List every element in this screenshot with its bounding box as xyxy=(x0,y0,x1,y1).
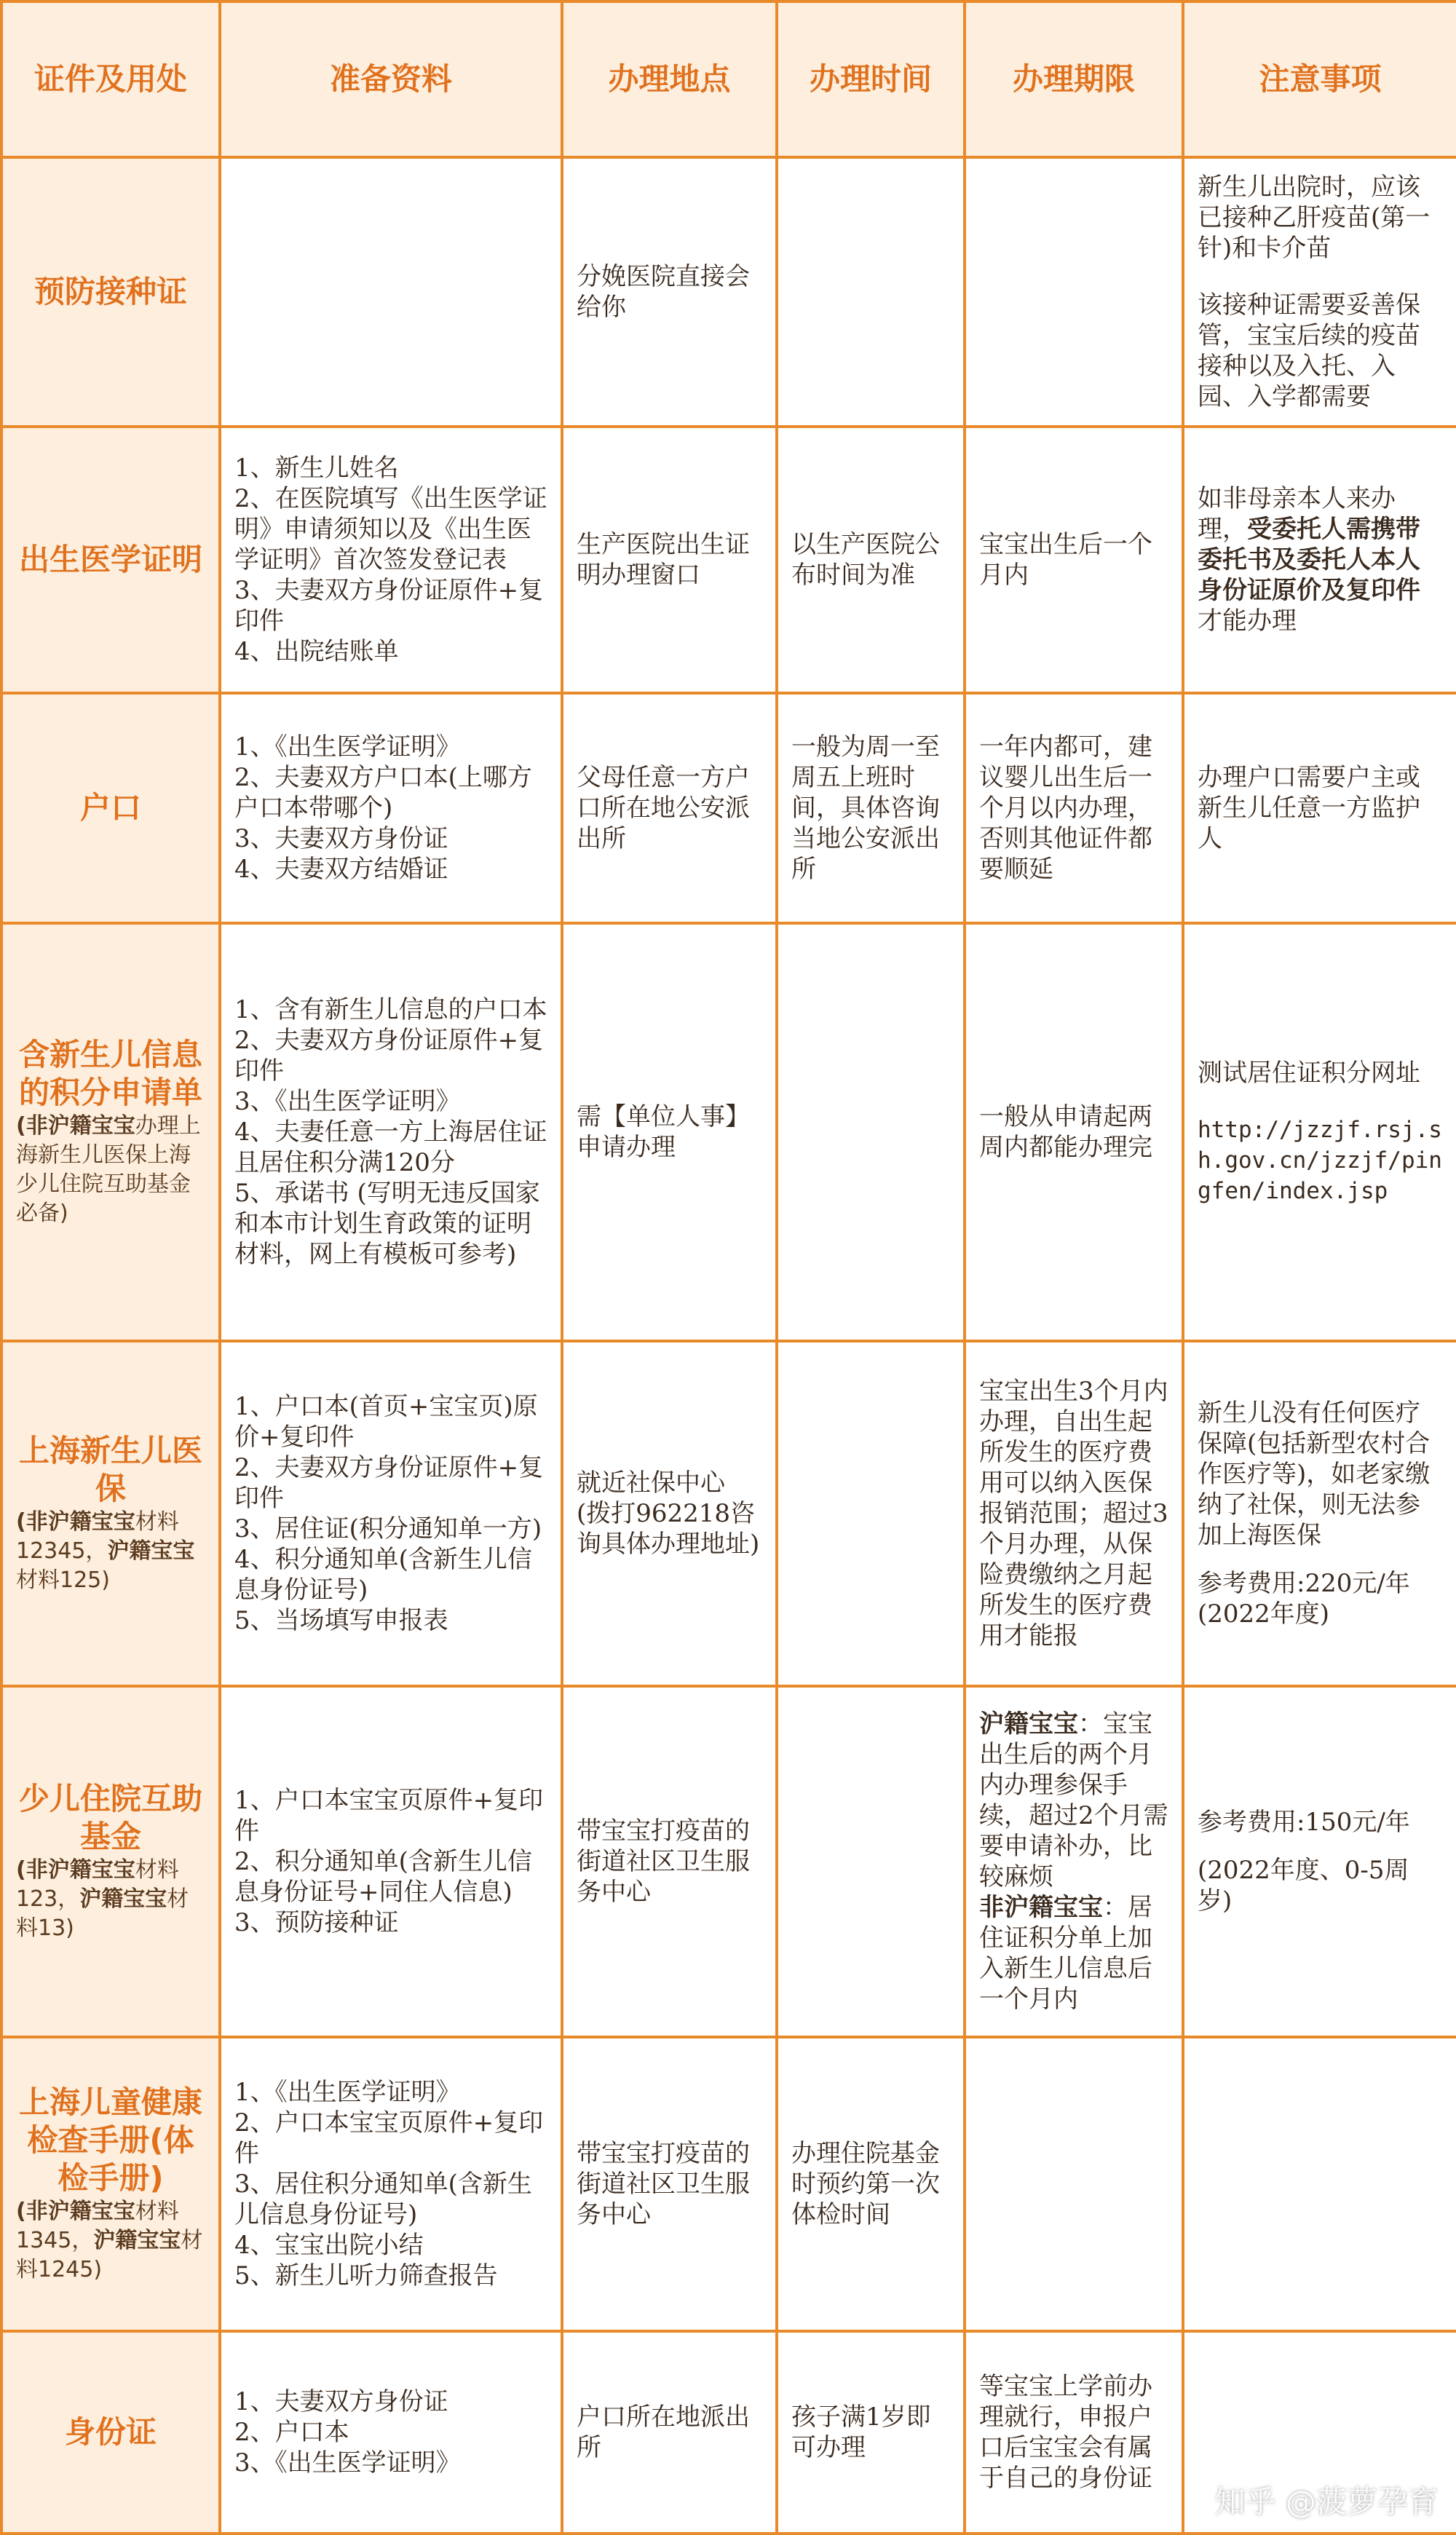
table-row xyxy=(1,2037,1456,2331)
material-line: 2、户口本 xyxy=(234,2418,349,2447)
deadline-cell: 一年内都可，建议婴儿出生后一个月以内办理，否则其他证件都要顺延 xyxy=(965,693,1183,923)
deadline-text: ：居住证积分单上加入新生儿信息后一个月内 xyxy=(979,1893,1152,2014)
sub-label-emphasis: 沪籍宝宝 xyxy=(107,1538,195,1564)
sub-label-text: 材料1245) xyxy=(16,2228,203,2282)
sub-label-text: 材料1345， xyxy=(16,2199,179,2253)
sub-label-emphasis: (非沪籍宝宝 xyxy=(16,2199,135,2224)
material-line: 3、《出生医学证明》 xyxy=(234,2448,461,2477)
row-sub-label xyxy=(16,1508,205,1595)
material-line: 3、居住证(积分通知单一方) xyxy=(234,1514,542,1543)
deadline-cell: 宝宝出生3个月内办理，自出生起所发生的医疗费用可以纳入医保报销范围；超过3个月办理，从保险费缴纳之月起所发生的医疗费用才能报 xyxy=(965,1341,1183,1686)
row-label xyxy=(1,157,220,427)
note-line: 办理户口需要户主或新生儿任意一方监护人 xyxy=(1198,763,1420,853)
header-cell: 办理地点 xyxy=(562,1,777,157)
material-line: 4、出院结账单 xyxy=(234,637,399,666)
material-line: 2、夫妻双方户口本(上哪方户口本带哪个) xyxy=(234,763,532,823)
material-line: 1、含有新生儿信息的户口本 xyxy=(234,995,547,1024)
deadline-emphasis: 非沪籍宝宝 xyxy=(979,1893,1103,1922)
material-line: 2、户口本宝宝页原件+复印件 xyxy=(234,2108,544,2168)
row-label-text: 预防接种证 xyxy=(33,274,187,309)
header-cell: 办理期限 xyxy=(965,1,1183,157)
deadline-cell: 一般从申请起两周内都能办理完 xyxy=(965,923,1183,1341)
note-line: 参考费用:220元/年(2022年度) xyxy=(1198,1569,1410,1629)
deadline-cell: 宝宝出生后一个月内 xyxy=(965,427,1183,693)
note-line: 新生儿没有任何医疗保障(包括新型农村合作医疗等)，如老家缴纳了社保，则无法参加上海医保 xyxy=(1198,1399,1431,1550)
place-cell: 就近社保中心 (拨打962218咨询具体办理地址) xyxy=(562,1341,777,1686)
material-line: 1、户口本(首页+宝宝页)原价+复印件 xyxy=(234,1392,538,1452)
place-cell: 生产医院出生证明办理窗口 xyxy=(562,427,777,693)
time-cell: 办理住院基金时预约第一次体检时间 xyxy=(777,2037,965,2331)
table-row xyxy=(1,1341,1456,1686)
deadline-cell xyxy=(965,1686,1183,2037)
row-sub-label xyxy=(16,1112,205,1228)
material-line: 1、新生儿姓名 xyxy=(234,454,399,483)
table-row xyxy=(1,157,1456,427)
time-cell xyxy=(777,1341,965,1686)
note-line: 参考费用:150元/年 xyxy=(1198,1808,1410,1837)
materials-cell xyxy=(220,693,562,923)
material-line: 2、夫妻双方身份证原件+复印件 xyxy=(234,1453,544,1513)
time-cell: 一般为周一至周五上班时间，具体咨询当地公安派出所 xyxy=(777,693,965,923)
material-line: 5、当场填写申报表 xyxy=(234,1606,448,1635)
sub-label-emphasis: 沪籍宝宝 xyxy=(79,1886,167,1912)
material-line: 3、夫妻双方身份证 xyxy=(234,824,448,853)
material-line: 2、夫妻双方身份证原件+复印件 xyxy=(234,1026,544,1085)
row-label xyxy=(1,2331,220,2534)
sub-label-emphasis: (非沪籍宝宝 xyxy=(16,1509,135,1535)
note-text: 如非母亲本人来办理， xyxy=(1198,484,1396,544)
sub-label-text: 材料125) xyxy=(16,1567,110,1593)
material-line: 3、夫妻双方身份证原件+复印件 xyxy=(234,576,544,636)
sub-label-text: 材料13) xyxy=(16,1886,189,1941)
place-cell: 带宝宝打疫苗的街道社区卫生服务中心 xyxy=(562,2037,777,2331)
time-cell xyxy=(777,157,965,427)
material-line: 3、预防接种证 xyxy=(234,1908,399,1937)
row-sub-label xyxy=(16,1856,205,1943)
row-label-text: 出生医学证明 xyxy=(18,542,202,577)
row-label xyxy=(1,427,220,693)
material-line: 4、积分通知单(含新生儿信息身份证号) xyxy=(234,1545,532,1605)
header-cell: 注意事项 xyxy=(1183,1,1456,157)
deadline-cell: 等宝宝上学前办理就行，申报户口后宝宝会有属于自己的身份证 xyxy=(965,2331,1183,2534)
table-row xyxy=(1,693,1456,923)
place-cell: 户口所在地派出所 xyxy=(562,2331,777,2534)
time-cell: 以生产医院公布时间为准 xyxy=(777,427,965,693)
material-line: 1、《出生医学证明》 xyxy=(234,732,461,762)
note-emphasis: 受委托人需携带 委托书及委托人本人身份证原价及复印件 xyxy=(1198,515,1420,605)
time-cell: 孩子满1岁即可办理 xyxy=(777,2331,965,2534)
place-cell: 带宝宝打疫苗的街道社区卫生服务中心 xyxy=(562,1686,777,2037)
material-line: 1、夫妻双方身份证 xyxy=(234,2387,448,2416)
notes-cell xyxy=(1183,2037,1456,2331)
deadline-cell xyxy=(965,157,1183,427)
material-line: 1、户口本宝宝页原件+复印件 xyxy=(234,1786,544,1846)
material-line: 1、《出生医学证明》 xyxy=(234,2078,461,2107)
row-sub-label xyxy=(16,2197,205,2285)
row-label-text: 少儿住院互助基金 xyxy=(18,1781,202,1854)
materials-cell xyxy=(220,1686,562,2037)
time-cell xyxy=(777,1686,965,2037)
header-cell: 证件及用处 xyxy=(1,1,220,157)
row-label xyxy=(1,693,220,923)
place-cell: 分娩医院直接会给你 xyxy=(562,157,777,427)
row-label xyxy=(1,1341,220,1686)
note-line: 新生儿出院时，应该已接种乙肝疫苗(第一针)和卡介苗 xyxy=(1198,173,1431,263)
sub-label-emphasis: (非沪籍宝宝 xyxy=(16,1857,135,1883)
material-line: 3、居住积分通知单(含新生儿信息身份证号) xyxy=(234,2170,532,2229)
materials-cell xyxy=(220,923,562,1341)
row-label-text: 户口 xyxy=(79,790,141,826)
material-line: 2、在医院填写《出生医学证明》申请须知以及《出生医学证明》首次签发登记表 xyxy=(234,484,547,574)
note-text: 才能办理 xyxy=(1198,606,1297,636)
material-line: 4、夫妻任意一方上海居住证且居住积分满120分 xyxy=(234,1118,547,1177)
sub-label-text: 材料123， xyxy=(16,1857,179,1912)
note-line: 测试居住证积分网址 xyxy=(1198,1059,1420,1088)
url-link[interactable]: http://jzzjf.rsj.sh.gov.cn/jzzjf/pingfen/index.jsp xyxy=(1198,1117,1442,1204)
header-cell: 办理时间 xyxy=(777,1,965,157)
notes-cell xyxy=(1183,157,1456,427)
row-label-text: 身份证 xyxy=(64,2414,157,2450)
material-line: 3、《出生医学证明》 xyxy=(234,1087,461,1116)
notes-cell xyxy=(1183,693,1456,923)
row-label-text: 含新生儿信息的积分申请单 xyxy=(18,1037,202,1110)
row-label-text: 上海儿童健康检查手册(体检手册) xyxy=(18,2084,202,2196)
notes-cell xyxy=(1183,923,1456,1341)
sub-label-emphasis: (非沪籍宝宝 xyxy=(16,1113,135,1139)
materials-cell xyxy=(220,2331,562,2534)
sub-label-text: 办理上海新生儿医保上海少儿住院互助基金必备) xyxy=(16,1113,201,1226)
table-row xyxy=(1,1686,1456,2037)
sub-label-emphasis: 沪籍宝宝 xyxy=(93,2228,181,2253)
notes-cell xyxy=(1183,1686,1456,2037)
watermark: 知乎 @菠萝孕育 xyxy=(1214,2484,1439,2520)
row-label xyxy=(1,923,220,1341)
row-label xyxy=(1,2037,220,2331)
note-line: 该接种证需要妥善保管，宝宝后续的疫苗接种以及入托、入园、入学都需要 xyxy=(1198,290,1420,411)
place-cell: 需【单位人事】申请办理 xyxy=(562,923,777,1341)
material-line: 2、积分通知单(含新生儿信息身份证号+同住人信息) xyxy=(234,1847,532,1907)
materials-cell xyxy=(220,427,562,693)
deadline-cell xyxy=(965,2037,1183,2331)
notes-cell xyxy=(1183,1341,1456,1686)
deadline-text: ：宝宝出生后的两个月内办理参保手续，超过2个月需要申请补办，比较麻烦 xyxy=(979,1709,1168,1891)
place-cell: 父母任意一方户口所在地公安派出所 xyxy=(562,693,777,923)
sub-label-text: 材料12345， xyxy=(16,1509,179,1564)
deadline-emphasis: 沪籍宝宝 xyxy=(979,1709,1078,1739)
materials-cell xyxy=(220,1341,562,1686)
material-line: 5、承诺书 (写明无违反国家和本市计划生育政策的证明材料，网上有模板可参考) xyxy=(234,1179,540,1269)
materials-cell xyxy=(220,2037,562,2331)
header-row xyxy=(1,1,1456,157)
notes-cell xyxy=(1183,427,1456,693)
row-label xyxy=(1,1686,220,2037)
material-line: 4、宝宝出院小结 xyxy=(234,2231,424,2260)
table-row xyxy=(1,427,1456,693)
time-cell xyxy=(777,923,965,1341)
note-line: (2022年度、0-5周岁) xyxy=(1198,1856,1409,1915)
row-label-text: 上海新生儿医保 xyxy=(18,1433,202,1506)
material-line: 4、夫妻双方结婚证 xyxy=(234,855,448,884)
materials-cell xyxy=(220,157,562,427)
header-cell: 准备资料 xyxy=(220,1,562,157)
table-row xyxy=(1,923,1456,1341)
material-line: 5、新生儿听力筛查报告 xyxy=(234,2261,498,2290)
